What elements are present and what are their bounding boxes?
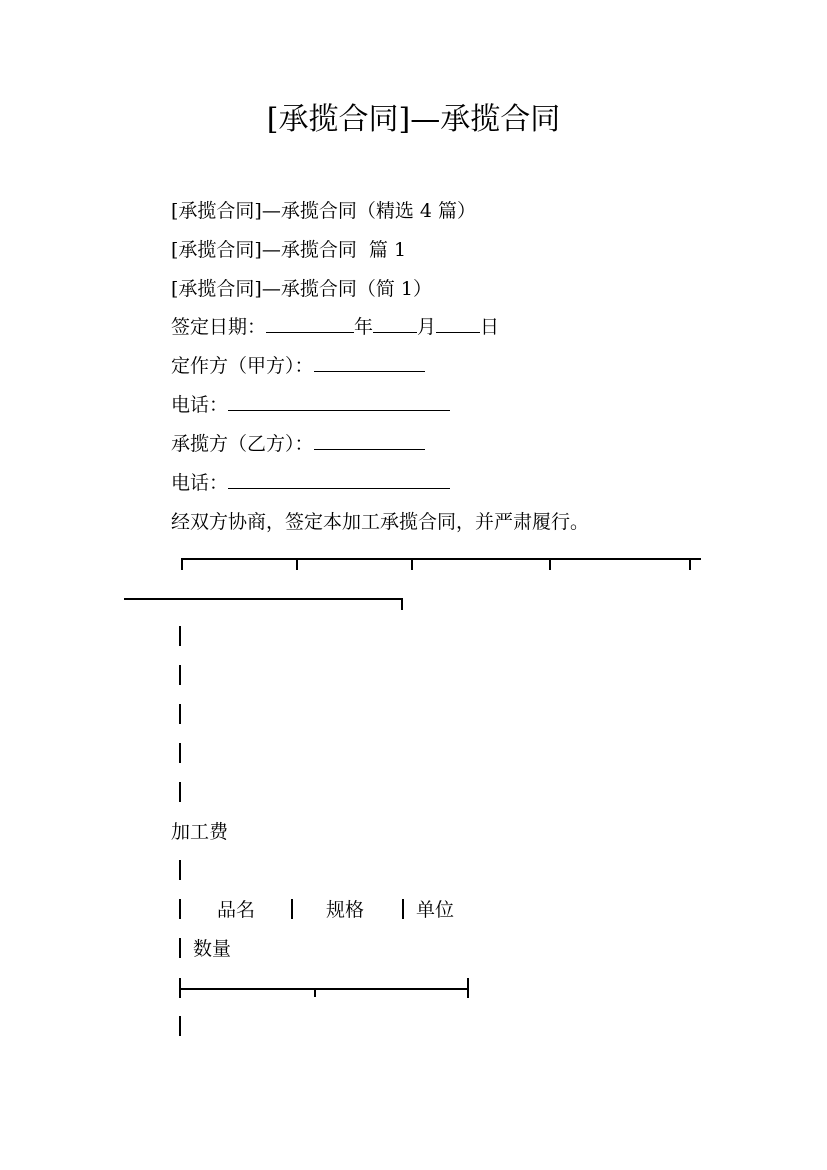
party-a-label: 定作方（甲方）： [171, 355, 314, 377]
table-left-border-4 [179, 743, 181, 763]
phone-b-blank [228, 470, 450, 489]
table-mid-border [179, 988, 469, 990]
table-top-tick-5 [689, 558, 691, 570]
doc-line-3: [承揽合同]—承揽合同（简 1） [171, 278, 432, 300]
col-divider-2 [402, 899, 404, 919]
agreement-text: 经双方协商，签定本加工承揽合同，并严肃履行。 [171, 511, 590, 533]
table-mid-tick-right [467, 978, 469, 998]
table-left-border-6 [179, 860, 181, 880]
fee-label: 加工费 [171, 821, 229, 843]
table-left-border-1 [179, 626, 181, 646]
phone-b-label: 电话： [171, 472, 229, 494]
day-blank [436, 314, 480, 333]
table-left-border-5 [179, 782, 181, 802]
table-top-tick-2 [296, 558, 298, 570]
party-b-line [171, 431, 425, 457]
party-a-blank [314, 353, 425, 372]
col-name-header: 品名 [217, 899, 256, 921]
document-title: [承揽合同]—承揽合同 [266, 102, 561, 137]
day-label: 日 [480, 316, 500, 338]
phone-a-line [171, 392, 450, 418]
table-top-tick-3 [411, 558, 413, 570]
col-unit-header: 单位 [416, 899, 455, 921]
col-divider-1 [291, 899, 293, 919]
party-a-line [171, 353, 425, 379]
sign-date-line [171, 314, 499, 340]
table-mid-tick-left [179, 978, 181, 998]
phone-a-blank [228, 392, 450, 411]
month-blank [373, 314, 417, 333]
table-left-border-3 [179, 704, 181, 724]
table-top-tick-4 [549, 558, 551, 570]
doc-line-2: [承揽合同]—承揽合同 篇 1 [171, 239, 407, 261]
year-label: 年 [354, 316, 374, 338]
table-left-border-7 [179, 899, 181, 919]
table-top-tick-1 [181, 558, 183, 570]
table-top-border-wrap [124, 598, 402, 600]
table-left-border-8 [179, 938, 181, 958]
year-blank [266, 314, 354, 333]
party-b-label: 承揽方（乙方）： [171, 433, 314, 455]
table-mid-tick-mid [314, 988, 316, 997]
phone-a-label: 电话： [171, 394, 229, 416]
table-top-border [181, 558, 701, 560]
phone-b-line [171, 470, 450, 496]
col-qty-header: 数量 [193, 938, 232, 960]
table-left-border-9 [179, 1016, 181, 1036]
doc-line-1: [承揽合同]—承揽合同（精选 4 篇） [171, 200, 476, 222]
sign-date-label: 签定日期： [171, 316, 267, 338]
col-spec-header: 规格 [326, 899, 365, 921]
month-label: 月 [417, 316, 437, 338]
table-top-corner [401, 598, 403, 610]
party-b-blank [314, 431, 425, 450]
table-left-border-2 [179, 665, 181, 685]
